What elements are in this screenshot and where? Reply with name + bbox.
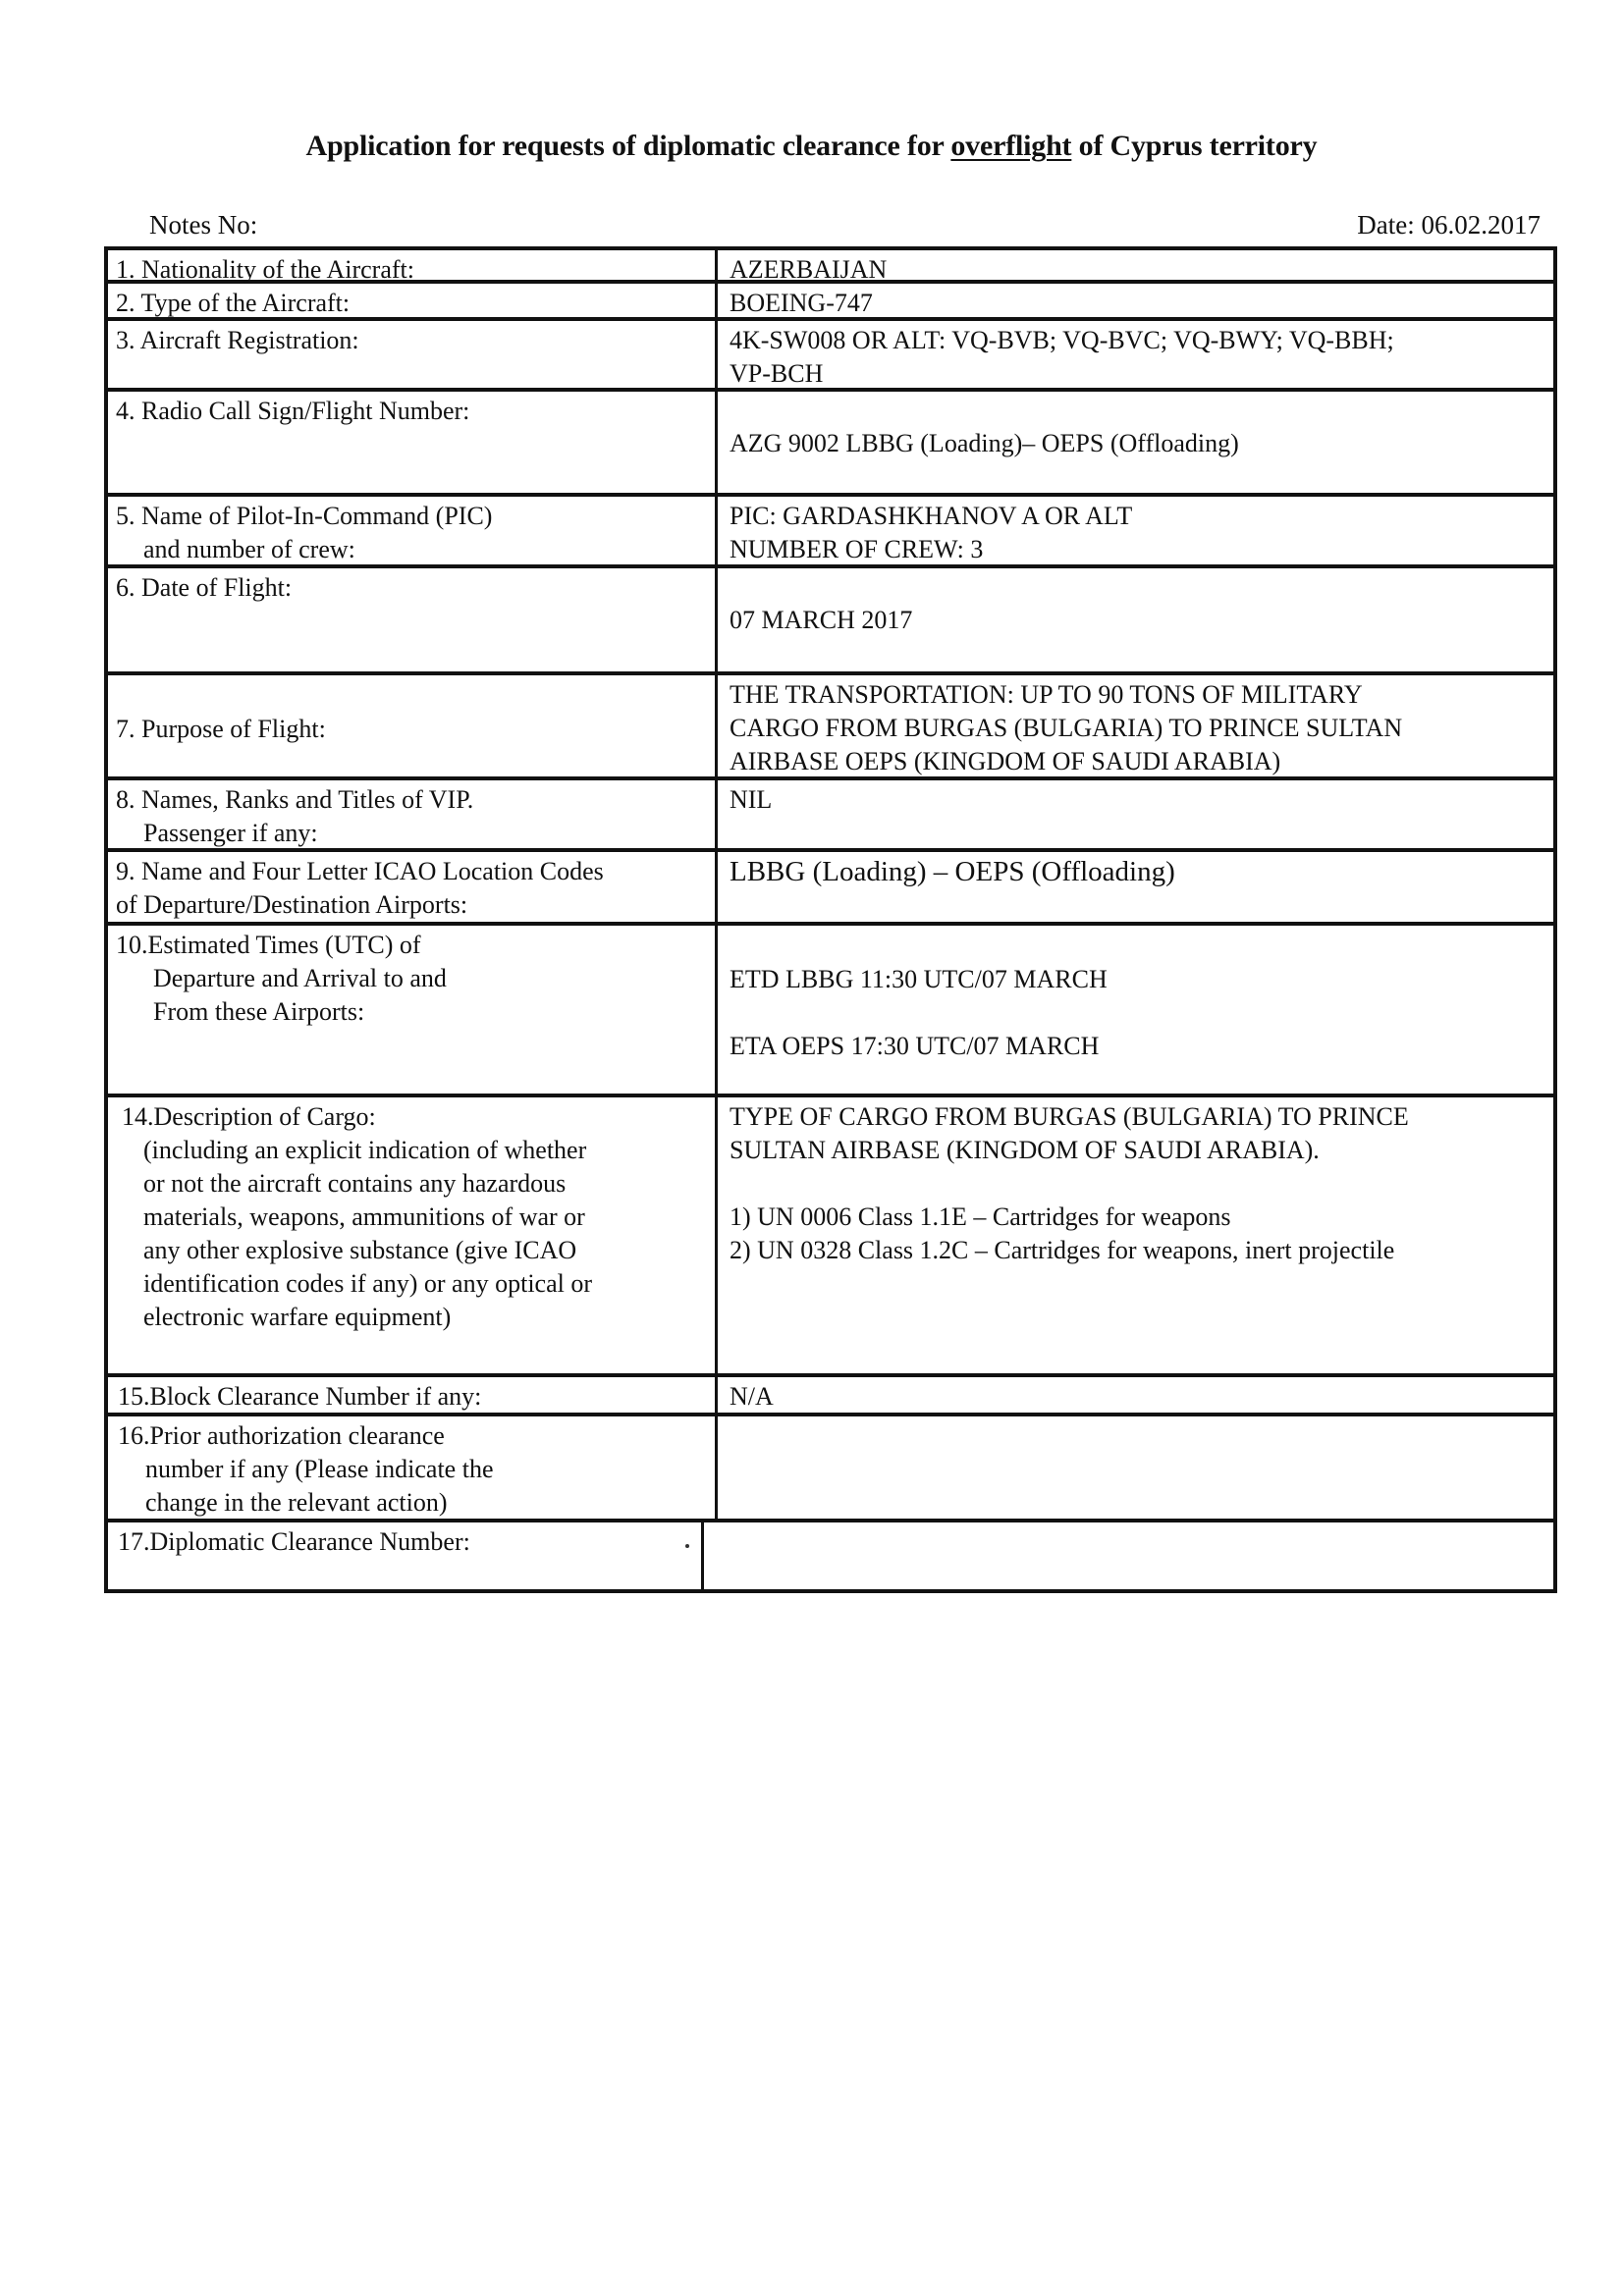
- field-label: [108, 1522, 704, 1589]
- value-line: 07 MARCH 2017: [730, 606, 913, 634]
- field-value: [718, 780, 1553, 848]
- form-row-purpose: [104, 675, 1557, 780]
- label-line: 15.Block Clearance Number if any:: [118, 1382, 482, 1411]
- label-line: identification codes if any) or any optical or: [143, 1269, 593, 1298]
- value-line: N/A: [730, 1382, 774, 1411]
- value-line: PIC: GARDASHKHANOV A OR ALT: [730, 502, 1133, 530]
- form-row-diplomatic-clearance-number: [104, 1522, 1557, 1593]
- label-line: electronic warfare equipment): [143, 1303, 452, 1331]
- form-row-icao-codes: [104, 852, 1557, 926]
- document-date: Date: 06.02.2017: [1357, 210, 1541, 240]
- title-part-2: of Cyprus territory: [1071, 130, 1318, 162]
- form-row-prior-authorization: [104, 1416, 1557, 1522]
- scan-speck: [685, 1544, 689, 1548]
- value-line: TYPE OF CARGO FROM BURGAS (BULGARIA) TO PRINCE: [730, 1102, 1409, 1131]
- label-line: 6. Date of Flight:: [116, 573, 293, 602]
- value-line: BOEING-747: [730, 289, 873, 317]
- field-label: [108, 568, 718, 671]
- field-label: [108, 1416, 718, 1519]
- document-title: [0, 130, 1623, 163]
- label-line: 5. Name of Pilot-In-Command (PIC): [116, 502, 493, 530]
- label-line: Departure and Arrival to and: [153, 964, 447, 992]
- label-line: change in the relevant action): [145, 1488, 448, 1517]
- label-line: materials, weapons, ammunitions of war or: [143, 1202, 585, 1231]
- label-line: 9. Name and Four Letter ICAO Location Codes: [116, 857, 604, 885]
- value-line: SULTAN AIRBASE (KINGDOM OF SAUDI ARABIA).: [730, 1136, 1320, 1164]
- field-label: [108, 392, 718, 493]
- title-underlined-word: overflight: [950, 130, 1072, 162]
- value-line: NIL: [730, 785, 773, 814]
- value-line: LBBG (Loading) – OEPS (Offloading): [730, 856, 1175, 887]
- value-line: CARGO FROM BURGAS (BULGARIA) TO PRINCE SULTAN: [730, 714, 1403, 742]
- label-line: Passenger if any:: [143, 819, 318, 847]
- label-line: 8. Names, Ranks and Titles of VIP.: [116, 785, 474, 814]
- field-label: [108, 1097, 718, 1373]
- title-part-1: Application for requests of diplomatic clearance for: [305, 130, 951, 162]
- label-line: and number of crew:: [143, 535, 355, 563]
- form-row-registration: [104, 321, 1557, 392]
- label-line: 16.Prior authorization clearance: [118, 1421, 445, 1450]
- form-row-block-clearance: [104, 1377, 1557, 1416]
- form-row-nationality: [104, 246, 1557, 284]
- field-value: [718, 1097, 1553, 1373]
- label-line: 14.Description of Cargo:: [122, 1102, 376, 1131]
- label-line: any other explosive substance (give ICAO: [143, 1236, 577, 1264]
- label-line: From these Airports:: [153, 997, 365, 1026]
- label-line: number if any (Please indicate the: [145, 1455, 494, 1483]
- field-value: [718, 497, 1553, 564]
- field-label: [108, 1377, 718, 1413]
- field-value: [718, 284, 1553, 317]
- field-label: [108, 926, 718, 1094]
- field-label: [108, 321, 718, 388]
- value-line: AZG 9002 LBBG (Loading)– OEPS (Offloading): [730, 429, 1239, 457]
- field-value: [718, 568, 1553, 671]
- value-line: THE TRANSPORTATION: UP TO 90 TONS OF MILITARY: [730, 680, 1363, 709]
- label-line: 4. Radio Call Sign/Flight Number:: [116, 397, 470, 425]
- field-value: [718, 852, 1553, 922]
- value-line: AIRBASE OEPS (KINGDOM OF SAUDI ARABIA): [730, 747, 1281, 775]
- value-line: NUMBER OF CREW: 3: [730, 535, 984, 563]
- label-line: of Departure/Destination Airports:: [116, 890, 468, 919]
- value-line: ETD LBBG 11:30 UTC/07 MARCH: [730, 965, 1108, 993]
- value-line: 1) UN 0006 Class 1.1E – Cartridges for weapons: [730, 1202, 1231, 1231]
- label-line: 3. Aircraft Registration:: [116, 326, 359, 354]
- field-value: [718, 321, 1553, 388]
- form-row-vip: [104, 780, 1557, 852]
- label-line: (including an explicit indication of whether: [143, 1136, 587, 1164]
- notes-number-label: Notes No:: [149, 210, 258, 240]
- form-row-estimated-times: [104, 926, 1557, 1097]
- field-value: [718, 250, 1553, 284]
- label-line: or not the aircraft contains any hazardous: [143, 1169, 567, 1198]
- field-label: [108, 284, 718, 317]
- form-row-call-sign: [104, 392, 1557, 497]
- field-value: [718, 675, 1553, 776]
- field-value: [718, 926, 1553, 1094]
- form-row-aircraft-type: [104, 284, 1557, 321]
- label-line: 17.Diplomatic Clearance Number:: [118, 1527, 470, 1556]
- label-line: 10.Estimated Times (UTC) of: [116, 931, 421, 959]
- value-line: AZERBAIJAN: [730, 255, 888, 284]
- field-label: [108, 497, 718, 564]
- value-line: 2) UN 0328 Class 1.2C – Cartridges for weapons, inert projectile: [730, 1236, 1395, 1264]
- form-row-cargo-description: [104, 1097, 1557, 1377]
- form-row-date-of-flight: [104, 568, 1557, 675]
- field-label: [108, 780, 718, 848]
- field-label: [108, 852, 718, 922]
- field-value: [718, 392, 1553, 493]
- field-value: [718, 1416, 1553, 1519]
- form-row-pilot: [104, 497, 1557, 568]
- value-line: VP-BCH: [730, 359, 824, 388]
- field-label: [108, 675, 718, 776]
- field-label: [108, 250, 718, 284]
- clearance-form-table: [104, 246, 1557, 1593]
- value-line: 4K-SW008 OR ALT: VQ-BVB; VQ-BVC; VQ-BWY; VQ-BBH;: [730, 326, 1394, 354]
- field-value: [718, 1377, 1553, 1413]
- value-line: ETA OEPS 17:30 UTC/07 MARCH: [730, 1032, 1100, 1060]
- label-line: 2. Type of the Aircraft:: [116, 289, 351, 317]
- label-line: 1. Nationality of the Aircraft:: [116, 255, 414, 284]
- field-value: [704, 1522, 1553, 1589]
- label-line: 7. Purpose of Flight:: [116, 715, 326, 743]
